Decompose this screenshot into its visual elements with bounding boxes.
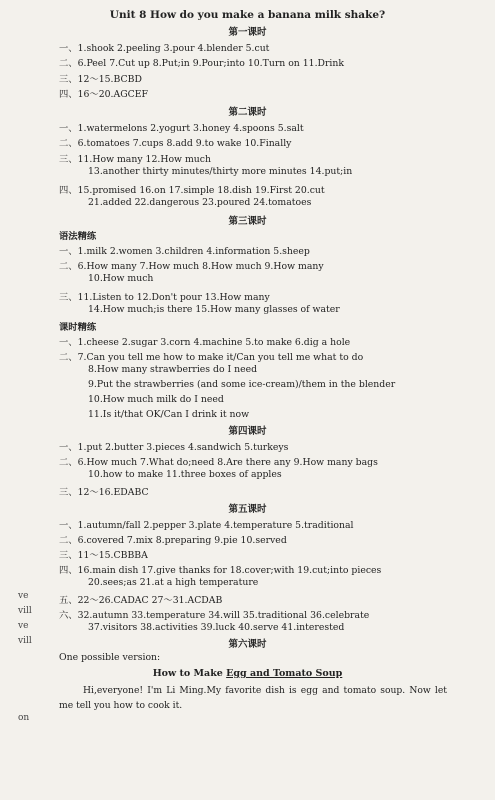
margin-fragment: vill: [18, 636, 32, 646]
margin-fragment: vill: [18, 606, 32, 616]
lesson3-header: 第三课时: [228, 216, 267, 227]
lesson5-header: 第五课时: [228, 504, 267, 515]
practice-header: 课时精练: [59, 322, 97, 333]
answer-line: 一、1.cheese 2.sugar 3.corn 4.machine 5.to make 6.dig a hole: [59, 337, 351, 348]
answer-line: 三、12～16.EDABC: [59, 487, 149, 498]
answer-line: 一、1.milk 2.women 3.children 4.information 5.sheep: [59, 246, 310, 257]
essay-title: How to Make Egg and Tomato Soup: [152, 668, 343, 679]
answer-line: 二、6.Peel 7.Cut up 8.Put;in 9.Pour;into 10.Turn on 11.Drink: [59, 58, 345, 69]
margin-fragment: on: [18, 713, 30, 723]
answer-line: 8.How many strawberries do I need: [88, 364, 258, 375]
answer-line: 20.sees;as 21.at a high temperature: [88, 577, 259, 588]
essay-paragraph: Hi,everyone! I'm Li Ming.My favorite dish is egg and tomato soup. Now let me tell you how to cook it.: [59, 685, 447, 712]
answer-line: 9.Put the strawberries (and some ice-cream)/them in the blender: [88, 379, 396, 390]
answer-line: 一、1.watermelons 2.yogurt 3.honey 4.spoons 5.salt: [59, 123, 304, 134]
lesson4-header: 第四课时: [228, 426, 267, 437]
answer-line: 11.Is it/that OK/Can I drink it now: [88, 409, 250, 420]
answer-line: 四、16～20.AGCEF: [59, 89, 148, 100]
answer-line: 六、32.autumn 33.temperature 34.will 35.traditional 36.celebrate: [59, 610, 370, 621]
answer-line: 21.added 22.dangerous 23.poured 24.tomatoes: [88, 197, 312, 208]
answer-line: 一、1.put 2.butter 3.pieces 4.sandwich 5.turkeys: [59, 442, 289, 453]
essay-intro: One possible version:: [59, 652, 161, 663]
answer-line: 三、12～15.BCBD: [59, 74, 142, 85]
margin-fragment: ve: [18, 621, 29, 631]
answer-line: 10.how to make 11.three boxes of apples: [88, 469, 282, 480]
answer-line: 二、7.Can you tell me how to make it/Can you tell me what to do: [59, 352, 364, 363]
answer-line: 一、1.shook 2.peeling 3.pour 4.blender 5.cut: [59, 43, 270, 54]
answer-line: 14.How much;is there 15.How many glasses of water: [88, 304, 340, 315]
answer-line: 二、6.covered 7.mix 8.preparing 9.pie 10.served: [59, 535, 287, 546]
lesson1-header: 第一课时: [228, 27, 267, 38]
answer-line: 三、11～15.CBBBA: [59, 550, 148, 561]
answer-line: 二、6.How much 7.What do;need 8.Are there any 9.How many bags: [59, 457, 378, 468]
answer-line: 二、6.tomatoes 7.cups 8.add 9.to wake 10.Finally: [59, 138, 292, 149]
answer-line: 一、1.autumn/fall 2.pepper 3.plate 4.temperature 5.traditional: [59, 520, 354, 531]
answer-line: 二、6.How many 7.How much 8.How much 9.How many: [59, 261, 324, 272]
answer-line: 三、11.Listen to 12.Don't pour 13.How many: [59, 292, 270, 303]
lesson2-header: 第二课时: [228, 107, 267, 118]
answer-line: 四、15.promised 16.on 17.simple 18.dish 19.First 20.cut: [59, 185, 325, 196]
margin-fragment: ve: [18, 591, 29, 601]
answer-line: 五、22～26.CADAC 27～31.ACDAB: [59, 595, 223, 606]
answer-line: 三、11.How many 12.How much: [59, 154, 211, 165]
answer-line: 13.another thirty minutes/thirty more minutes 14.put;in: [88, 166, 353, 177]
grammar-header: 语法精练: [59, 231, 97, 242]
answer-line: 10.How much: [88, 273, 154, 284]
unit-title: Unit 8 How do you make a banana milk shake?: [109, 9, 386, 21]
answer-line: 10.How much milk do I need: [88, 394, 224, 405]
lesson6-header: 第六课时: [228, 639, 267, 650]
answer-line: 37.visitors 38.activities 39.luck 40.serve 41.interested: [88, 622, 345, 633]
answer-line: 四、16.main dish 17.give thanks for 18.cover;with 19.cut;into pieces: [59, 565, 382, 576]
